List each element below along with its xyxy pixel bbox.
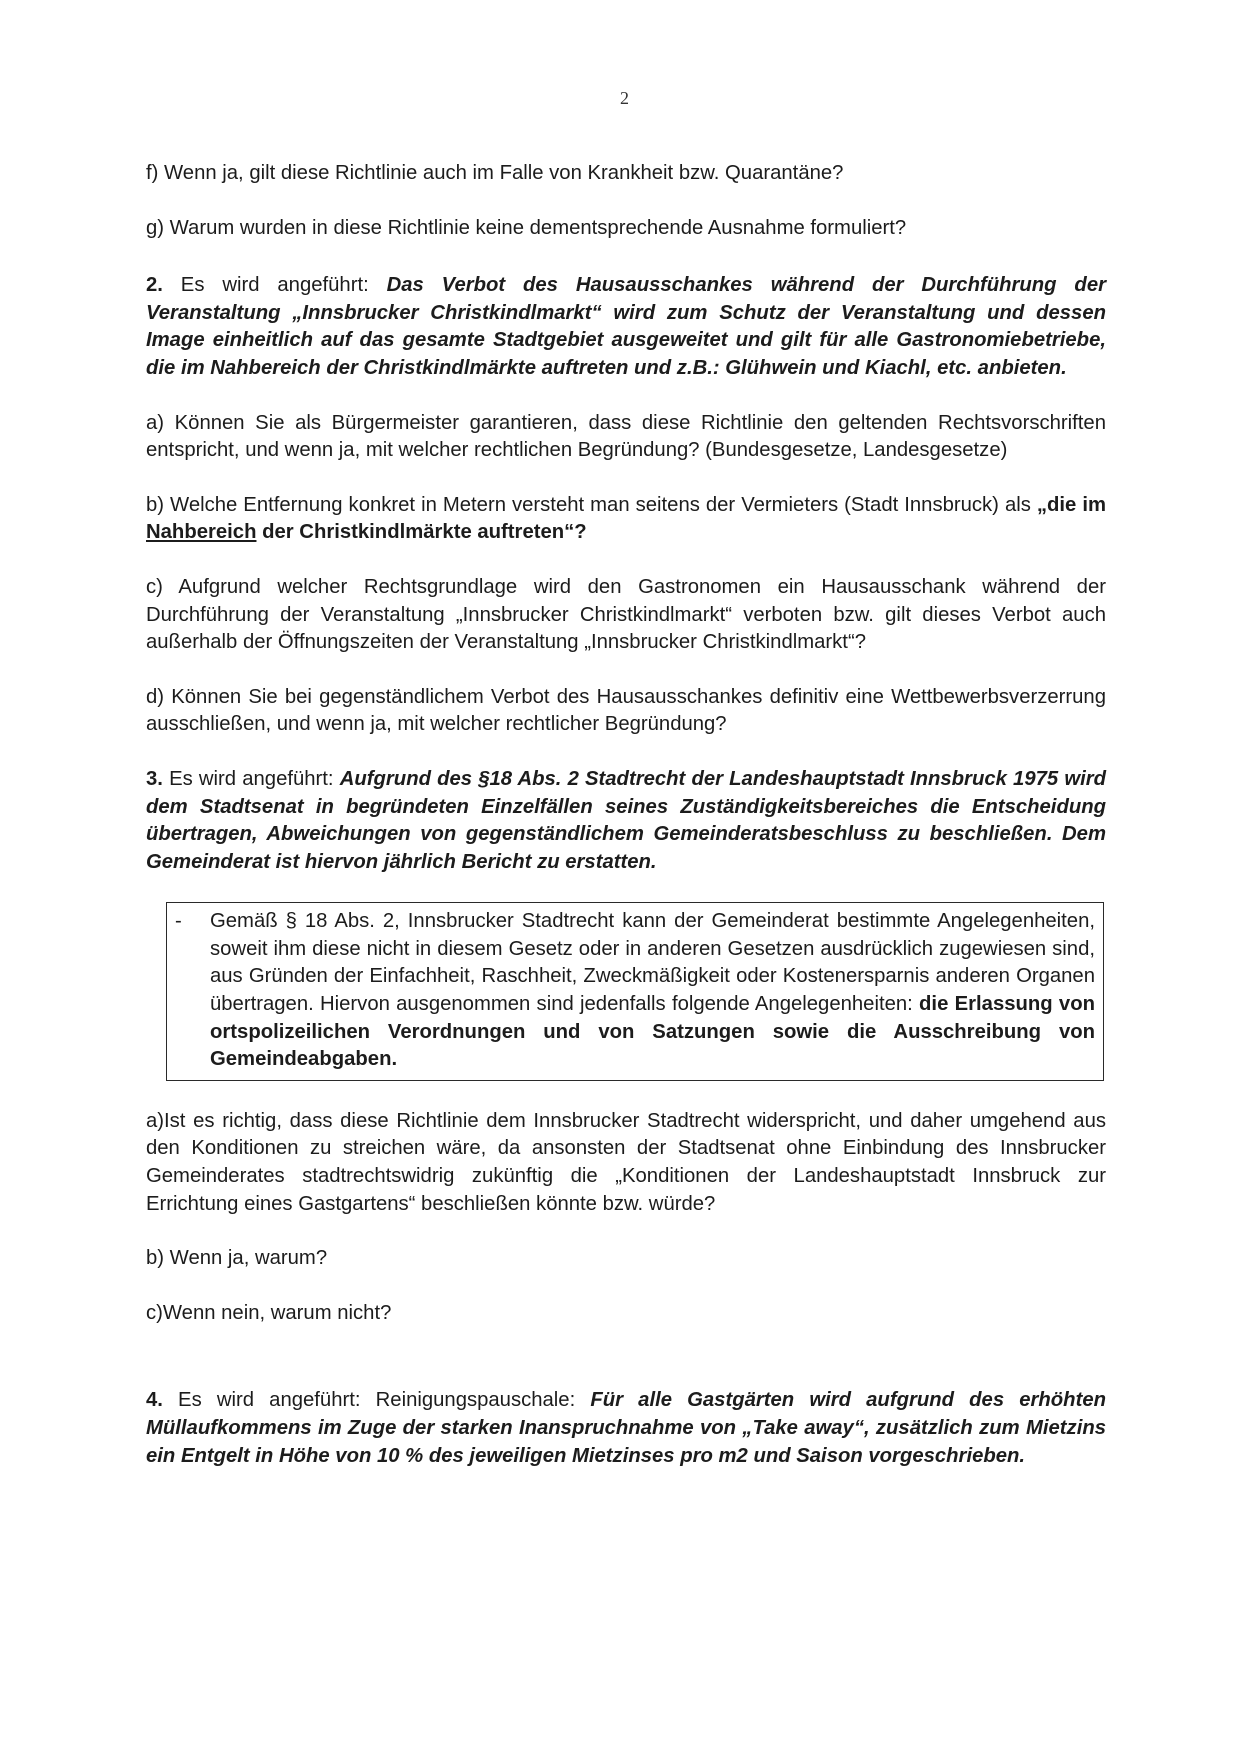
question-2c: c) Aufgrund welcher Rechtsgrundlage wird den Gastronomen ein Hausausschank während der Durchführung der Veranstaltung „Innsbrucker Christkindlmarkt“ verboten bzw. gilt dieses Verbot auch außerhalb der Öffnungszeiten der Veranstaltung „Innsbrucker Christkindlmarkt“? <box>146 575 1106 654</box>
section-intro: Es wird angeführt: <box>162 274 387 297</box>
section-4-statement <box>146 1387 1106 1470</box>
question-2b-bold-end: der Christkindlmärkte auftreten“? <box>256 521 587 544</box>
question-2b <box>146 492 1106 547</box>
page-number: 2 <box>620 88 629 108</box>
question-2b-bold-start: „die im <box>1036 493 1107 516</box>
bullet-dash: - <box>175 910 182 933</box>
section-3-statement <box>146 766 1106 876</box>
question-2b-underlined: Nahbereich <box>146 521 257 544</box>
question-3a: a)Ist es richtig, dass diese Richtlinie dem Innsbrucker Stadtrecht widerspricht, und daher umgehend aus den Konditionen zu streichen wäre, da ansonsten der Stadtsenat ohne Einbindung des Innsbrucker Gemeinderates stadtrechtswidrig zukünftig die „Konditionen der Landeshauptstadt Innsbruck zur Errichtung eines Gastgartens“ beschließen könnte bzw. würde? <box>146 1109 1106 1215</box>
section-intro: Es wird angeführt: <box>162 767 340 790</box>
section-number: 3. <box>146 767 163 790</box>
section-number: 4. <box>146 1389 163 1412</box>
legal-note-box <box>166 902 1104 1081</box>
legal-note-emphasis: die Erlassung von ortspolizeilichen Verordnungen und von Satzungen sowie die Ausschreibung von Gemeindeabgaben. <box>210 993 1095 1071</box>
document-body <box>146 160 1106 1470</box>
section-intro: Es wird angeführt: Reinigungspauschale: <box>162 1389 591 1412</box>
quoted-regulation: Das Verbot des Hausausschankes während der Durchführung der Veranstaltung „Innsbrucker Christkindlmarkt“ wird zum Schutz der Veranstaltung und dessen Image einheitlich auf das gesamte Stadtgebiet ausgeweitet und gilt für alle Gastronomiebetriebe, die im Nahbereich der Christkindlmärkte auftreten und z.B.: Glühwein und Kiachl, etc. anbieten. <box>146 274 1106 379</box>
legal-note-body: Gemäß § 18 Abs. 2, Innsbrucker Stadtrecht kann der Gemeinderat bestimmte Angelegenheiten, soweit ihm diese nicht in diesem Gesetz oder in anderen Gesetzen ausdrücklich zugewiesen sind, aus Gründen der Einfachheit, Raschheit, Zweckmäßigkeit oder Kostenersparnis anderen Organen übertragen. Hiervon ausgenommen sind jedenfalls folgende Angelegenheiten: <box>210 910 1095 1016</box>
legal-note-text <box>210 908 1095 1074</box>
section-number: 2. <box>146 274 163 297</box>
question-1g: g) Warum wurden in diese Richtlinie keine dementsprechende Ausnahme formuliert? <box>146 216 907 239</box>
question-3c: c)Wenn nein, warum nicht? <box>146 1301 392 1324</box>
quoted-regulation: Aufgrund des §18 Abs. 2 Stadtrecht der Landeshauptstadt Innsbruck 1975 wird dem Stadtsenat in begründeten Einzelfällen seines Zuständigkeitsbereiches die Entscheidung übertragen, Abweichungen von gegenständlichem Gemeinderatsbeschluss zu beschließen. Dem Gemeinderat ist hiervon jährlich Bericht zu erstatten. <box>146 767 1107 873</box>
question-3b: b) Wenn ja, warum? <box>146 1247 328 1270</box>
quoted-regulation: Für alle Gastgärten wird aufgrund des erhöhten Müllaufkommens im Zuge der starken Inanspruchnahme von „Take away“, zusätzlich zum Mietzins ein Entgelt in Höhe von 10 % des jeweiligen Mietzinses pro m2 und Saison vorgeschrieben. <box>146 1389 1106 1467</box>
question-2b-text: b) Welche Entfernung konkret in Metern versteht man seitens der Vermieters (Stadt Innsbruck) als <box>146 493 1037 516</box>
question-1f: f) Wenn ja, gilt diese Richtlinie auch im Falle von Krankheit bzw. Quarantäne? <box>146 162 844 184</box>
section-2-statement <box>146 272 1106 382</box>
question-2d: d) Können Sie bei gegenständlichem Verbot des Hausausschankes definitiv eine Wettbewerbsverzerrung ausschließen, und wenn ja, mit welcher rechtlicher Begründung? <box>146 685 1106 736</box>
question-2a: a) Können Sie als Bürgermeister garantieren, dass diese Richtlinie den geltenden Rechtsvorschriften entspricht, und wenn ja, mit welcher rechtlichen Begründung? (Bundesgesetze, Landesgesetze) <box>146 411 1106 462</box>
